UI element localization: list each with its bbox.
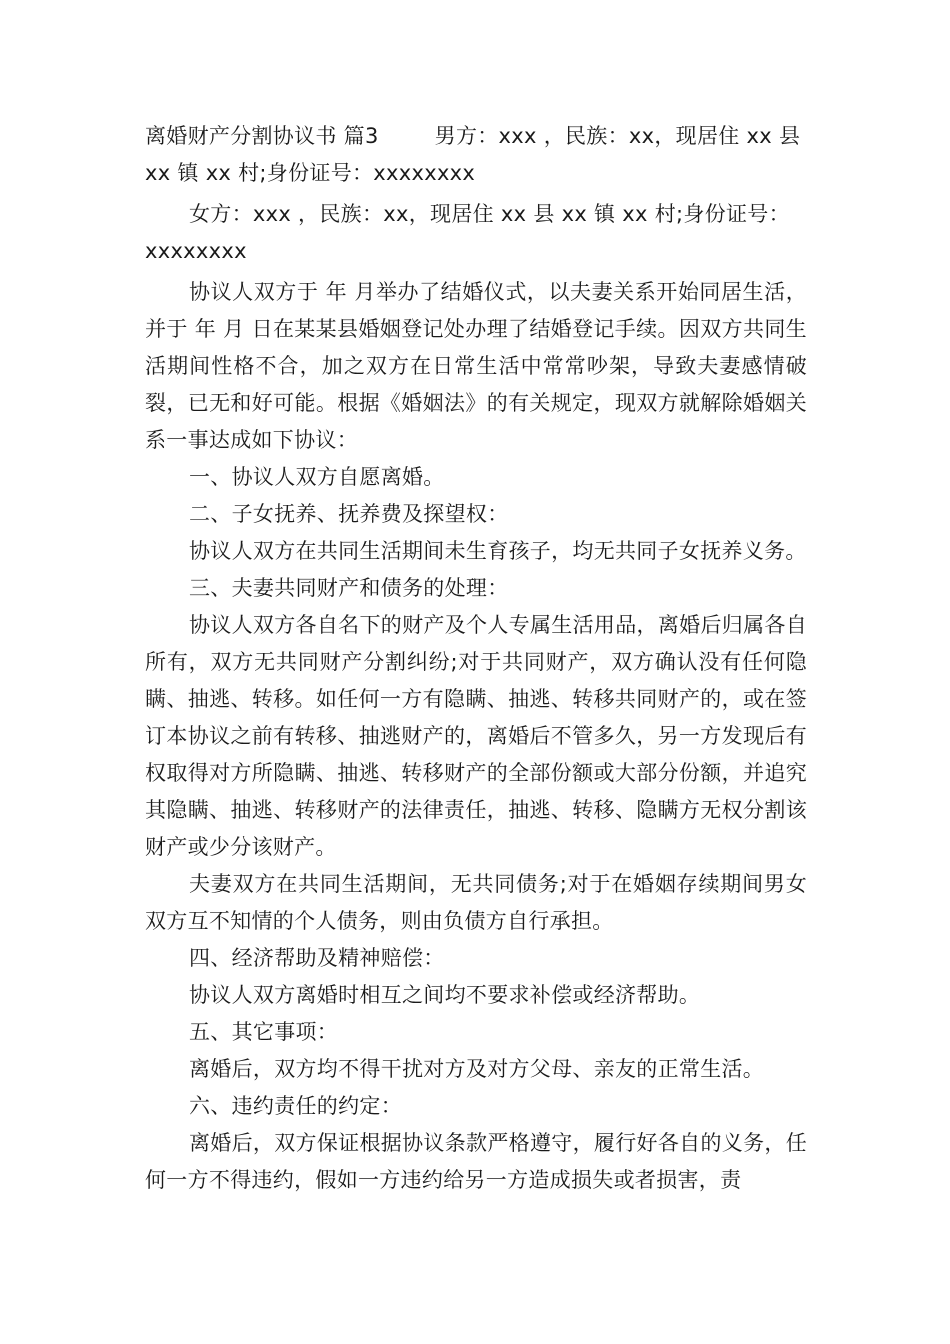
section-heading-6: 六、违约责任的约定： bbox=[189, 1094, 402, 1118]
man-info-continued: xx 镇 xx 村;身份证号：xxxxxxxx bbox=[145, 161, 476, 185]
paragraph-property: 协议人双方各自名下的财产及个人专属生活用品，离婚后归属各自所有，双方无共同财产分割纠纷;对于共同财产，双方确认没有任何隐瞒、抽逃、转移。如任何一方有隐瞒、抽逃、转移共同财产的，或在签订本协议之前有转移、抽逃财产的，离婚后不管多久，另一方发现后有权取得对方所隐瞒、抽逃、转移财产的全部份额或大部分份额，并追究其隐瞒、抽逃、转移财产的法律责任，抽逃、转移、隐瞒方无权分割该财产或少分该财产。 bbox=[145, 613, 807, 859]
paragraph-compensation: 协议人双方离婚时相互之间均不要求补偿或经济帮助。 bbox=[189, 983, 701, 1007]
section-heading-2: 二、子女抚养、抚养费及探望权： bbox=[189, 502, 509, 526]
section-heading-5: 五、其它事项： bbox=[189, 1020, 339, 1044]
document-header-line bbox=[145, 118, 807, 155]
paragraph-debt: 夫妻双方在共同生活期间，无共同债务;对于在婚姻存续期间男女双方互不知情的个人债务，则由负债方自行承担。 bbox=[145, 872, 807, 933]
paragraph-intro: 协议人双方于 年 月举办了结婚仪式，以夫妻关系开始同居生活，并于 年 月 日在某某县婚姻登记处办理了结婚登记手续。因双方共同生活期间性格不合，加之双方在日常生活中常常吵架，导致夫妻感情破裂，已无和好可能。根据《婚姻法》的有关规定，现双方就解除婚姻关系一事达成如下协议： bbox=[145, 280, 807, 452]
woman-info: 女方：xxx ，民族：xx，现居住 xx 县 xx 镇 xx 村;身份证号： bbox=[189, 202, 790, 226]
document-title: 离婚财产分割协议书 篇3 bbox=[145, 124, 379, 148]
section-heading-1: 一、协议人双方自愿离婚。 bbox=[189, 465, 445, 489]
paragraph-other: 离婚后，双方均不得干扰对方及对方父母、亲友的正常生活。 bbox=[189, 1057, 765, 1081]
document-body bbox=[145, 118, 807, 1199]
paragraph-liability: 离婚后，双方保证根据协议条款严格遵守，履行好各自的义务，任何一方不得违约，假如一方违约给另一方造成损失或者损害，责 bbox=[145, 1131, 807, 1192]
woman-id: xxxxxxxx bbox=[145, 239, 247, 263]
section-heading-4: 四、经济帮助及精神赔偿： bbox=[189, 946, 445, 970]
man-info: 男方：xxx ，民族：xx，现居住 xx 县 bbox=[434, 124, 801, 148]
section-heading-3: 三、夫妻共同财产和债务的处理： bbox=[189, 576, 509, 600]
paragraph-children: 协议人双方在共同生活期间未生育孩子，均无共同子女抚养义务。 bbox=[189, 539, 807, 563]
